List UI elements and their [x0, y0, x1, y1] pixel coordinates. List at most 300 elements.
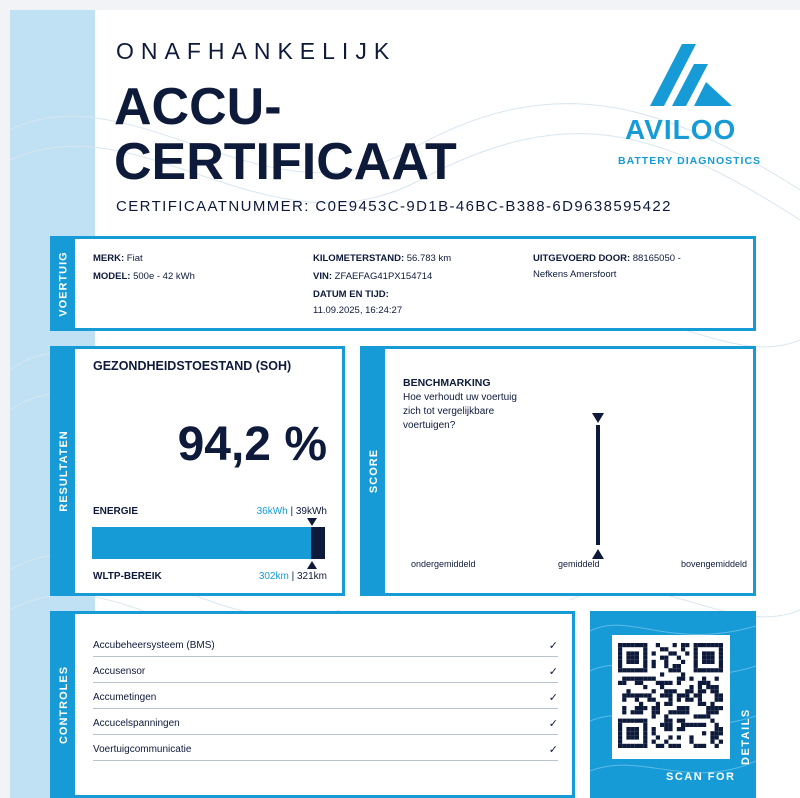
- qr-module: [631, 744, 635, 748]
- qr-module: [694, 664, 698, 668]
- qr-module: [652, 731, 656, 735]
- qr-module: [631, 719, 635, 723]
- qr-module: [639, 719, 643, 723]
- qr-module: [635, 660, 639, 664]
- qr-module: [681, 677, 685, 681]
- qr-module: [694, 744, 698, 748]
- range-nominal: 321km: [296, 571, 327, 582]
- qr-module: [643, 660, 647, 664]
- qr-module: [715, 731, 719, 735]
- qr-module: [656, 710, 660, 714]
- qr-module: [685, 689, 689, 693]
- qr-module: [639, 668, 643, 672]
- qr-module: [702, 656, 706, 660]
- qr-module: [710, 735, 714, 739]
- qr-module: [668, 727, 672, 731]
- qr-module: [660, 681, 664, 685]
- vehicle-section: [50, 236, 756, 331]
- control-item: [93, 683, 558, 709]
- qr-module: [643, 647, 647, 651]
- energy-separator: |: [287, 506, 296, 517]
- score-section-label: SCORE: [363, 349, 385, 593]
- qr-module: [694, 651, 698, 655]
- qr-module: [719, 651, 723, 655]
- qr-module: [677, 681, 681, 685]
- qr-module: [643, 643, 647, 647]
- qr-module: [635, 719, 639, 723]
- qr-module: [622, 706, 626, 710]
- range-label: WLTP-BEREIK: [93, 571, 162, 582]
- qr-module: [715, 693, 719, 697]
- qr-module: [681, 710, 685, 714]
- qr-module: [656, 706, 660, 710]
- qr-module: [656, 702, 660, 706]
- qr-module: [626, 719, 630, 723]
- qr-module: [622, 677, 626, 681]
- certificate-page: [10, 10, 800, 798]
- qr-module: [677, 677, 681, 681]
- soh-value: 94,2 %: [177, 418, 327, 471]
- qr-module: [631, 660, 635, 664]
- qr-module: [698, 689, 702, 693]
- qr-module: [639, 681, 643, 685]
- scan-label: SCAN FOR: [666, 771, 736, 783]
- qr-module: [673, 710, 677, 714]
- qr-module: [681, 719, 685, 723]
- qr-module: [677, 706, 681, 710]
- qr-module: [698, 714, 702, 718]
- qr-module: [660, 672, 664, 676]
- qr-module: [715, 706, 719, 710]
- performed-by-field: [533, 251, 681, 283]
- qr-module: [715, 735, 719, 739]
- qr-module: [681, 723, 685, 727]
- qr-module: [618, 744, 622, 748]
- qr-module: [715, 677, 719, 681]
- qr-module: [635, 643, 639, 647]
- qr-module: [677, 656, 681, 660]
- qr-module: [702, 668, 706, 672]
- control-item: [93, 631, 558, 657]
- qr-module: [694, 656, 698, 660]
- qr-module: [698, 723, 702, 727]
- check-icon: ✓: [548, 744, 558, 756]
- energy-values: [257, 506, 327, 517]
- qr-module: [677, 698, 681, 702]
- page-title: [114, 80, 457, 190]
- qr-module: [685, 723, 689, 727]
- qr-module: [694, 714, 698, 718]
- qr-module: [626, 689, 630, 693]
- energy-measured: 36kWh: [256, 506, 288, 517]
- qr-module: [685, 643, 689, 647]
- qr-module: [631, 651, 635, 655]
- qr-module: [618, 719, 622, 723]
- qr-module: [618, 681, 622, 685]
- aviloo-mountain-logo-icon: [610, 34, 770, 114]
- brand-label: MERK:: [93, 253, 125, 264]
- qr-module: [631, 735, 635, 739]
- qr-module: [706, 710, 710, 714]
- energy-nominal: 39kWh: [295, 506, 327, 517]
- qr-module: [677, 710, 681, 714]
- qr-module: [635, 668, 639, 672]
- qr-module: [698, 643, 702, 647]
- qr-module: [652, 727, 656, 731]
- soh-label: GEZONDHEIDSTOESTAND (SOH): [93, 359, 292, 373]
- qr-module: [631, 693, 635, 697]
- qr-module: [631, 656, 635, 660]
- score-section: [360, 346, 756, 596]
- qr-module: [660, 693, 664, 697]
- qr-module: [643, 735, 647, 739]
- qr-module: [673, 651, 677, 655]
- qr-module: [622, 693, 626, 697]
- qr-module: [660, 685, 664, 689]
- qr-module: [622, 643, 626, 647]
- qr-module: [626, 668, 630, 672]
- qr-module: [673, 689, 677, 693]
- qr-module: [643, 744, 647, 748]
- qr-module: [668, 702, 672, 706]
- qr-module: [635, 735, 639, 739]
- qr-module: [702, 689, 706, 693]
- control-item-label: Accucelspanningen: [93, 718, 180, 729]
- qr-module: [664, 723, 668, 727]
- qr-module: [643, 677, 647, 681]
- qr-module: [715, 685, 719, 689]
- qr-module: [660, 744, 664, 748]
- qr-module: [639, 710, 643, 714]
- controls-section-label: CONTROLES: [53, 614, 75, 795]
- qr-module: [635, 681, 639, 685]
- marker-bottom-icon: [592, 549, 604, 559]
- control-item: [93, 735, 558, 761]
- qr-module: [710, 660, 714, 664]
- qr-code[interactable]: [612, 635, 730, 759]
- qr-module: [677, 668, 681, 672]
- qr-module: [635, 651, 639, 655]
- benchmark-question: Hoe verhoudt uw voertuig zich tot vergelijkbare voertuigen?: [403, 392, 517, 431]
- qr-module: [639, 643, 643, 647]
- qr-module: [622, 719, 626, 723]
- qr-module: [710, 740, 714, 744]
- qr-module: [698, 744, 702, 748]
- qr-module: [710, 710, 714, 714]
- qr-module: [664, 740, 668, 744]
- qr-module: [706, 651, 710, 655]
- qr-module: [715, 744, 719, 748]
- qr-module: [677, 719, 681, 723]
- qr-module: [639, 744, 643, 748]
- qr-module: [656, 744, 660, 748]
- qr-module: [664, 727, 668, 731]
- qr-module: [698, 693, 702, 697]
- qr-module: [643, 668, 647, 672]
- qr-module: [635, 744, 639, 748]
- qr-module: [681, 706, 685, 710]
- control-item-label: Accumetingen: [93, 692, 157, 703]
- qr-module: [618, 727, 622, 731]
- check-icon: ✓: [548, 666, 558, 678]
- qr-module: [719, 643, 723, 647]
- qr-module: [626, 651, 630, 655]
- qr-module: [618, 656, 622, 660]
- qr-module: [643, 693, 647, 697]
- qr-module: [664, 693, 668, 697]
- qr-module: [643, 731, 647, 735]
- qr-module: [677, 744, 681, 748]
- qr-module: [719, 693, 723, 697]
- control-item-label: Accusensor: [93, 666, 146, 677]
- qr-module: [639, 702, 643, 706]
- control-item: [93, 657, 558, 683]
- qr-module: [631, 731, 635, 735]
- vin-label: VIN:: [313, 271, 332, 282]
- qr-module: [677, 727, 681, 731]
- qr-module: [702, 702, 706, 706]
- qr-module: [710, 651, 714, 655]
- qr-module: [652, 660, 656, 664]
- label-below-average: ondergemiddeld: [411, 559, 476, 569]
- qr-module: [706, 643, 710, 647]
- qr-module: [664, 702, 668, 706]
- qr-module: [677, 664, 681, 668]
- qr-module: [673, 744, 677, 748]
- qr-module: [685, 710, 689, 714]
- label-average: gemiddeld: [558, 559, 600, 569]
- qr-module: [622, 668, 626, 672]
- qr-module: [668, 651, 672, 655]
- qr-module: [710, 668, 714, 672]
- qr-module: [719, 698, 723, 702]
- qr-module: [694, 643, 698, 647]
- qr-module: [664, 647, 668, 651]
- capacity-marker-top: [307, 518, 317, 526]
- capacity-bar-loss: [311, 527, 325, 559]
- qr-module: [631, 710, 635, 714]
- qr-module: [635, 656, 639, 660]
- qr-module: [668, 689, 672, 693]
- qr-module: [635, 677, 639, 681]
- control-item: [93, 709, 558, 735]
- qr-module: [652, 714, 656, 718]
- qr-panel[interactable]: [590, 611, 756, 798]
- aviloo-logo: [610, 34, 770, 179]
- qr-module: [664, 681, 668, 685]
- qr-module: [681, 693, 685, 697]
- qr-module: [689, 723, 693, 727]
- qr-module: [664, 689, 668, 693]
- qr-module: [673, 643, 677, 647]
- qr-module: [618, 735, 622, 739]
- qr-module: [702, 723, 706, 727]
- qr-module: [618, 740, 622, 744]
- qr-module: [652, 706, 656, 710]
- qr-module: [668, 744, 672, 748]
- qr-module: [631, 643, 635, 647]
- qr-module: [710, 656, 714, 660]
- qr-module: [698, 685, 702, 689]
- qr-module: [622, 744, 626, 748]
- qr-module: [715, 723, 719, 727]
- control-item-label: Voertuigcommunicatie: [93, 744, 192, 755]
- brand-value: Fiat: [126, 253, 143, 264]
- qr-module: [685, 698, 689, 702]
- mileage-value: 56.783 km: [406, 253, 452, 264]
- marker-top-icon: [592, 413, 604, 423]
- qr-module: [643, 740, 647, 744]
- qr-module: [689, 685, 693, 689]
- qr-module: [626, 731, 630, 735]
- qr-module: [694, 723, 698, 727]
- qr-module: [710, 719, 714, 723]
- qr-module: [702, 643, 706, 647]
- logo-subtitle: BATTERY DIAGNOSTICS: [618, 155, 762, 167]
- qr-module: [647, 693, 651, 697]
- qr-module: [698, 681, 702, 685]
- qr-module: [656, 643, 660, 647]
- qr-module: [652, 677, 656, 681]
- range-values: [259, 571, 327, 582]
- qr-module: [694, 660, 698, 664]
- qr-module: [715, 689, 719, 693]
- qr-module: [702, 714, 706, 718]
- qr-module: [710, 689, 714, 693]
- qr-module: [618, 731, 622, 735]
- qr-module: [702, 660, 706, 664]
- control-item-label: Accubeheersysteem (BMS): [93, 640, 215, 651]
- model-label: MODEL:: [93, 271, 131, 282]
- datetime-label: DATUM EN TIJD:: [313, 289, 389, 300]
- model-value: 500e - 42 kWh: [133, 271, 195, 282]
- qr-module: [702, 681, 706, 685]
- range-measured: 302km: [258, 571, 289, 582]
- qr-module: [618, 723, 622, 727]
- qr-module: [673, 668, 677, 672]
- qr-module: [715, 668, 719, 672]
- qr-module: [719, 660, 723, 664]
- qr-module: [698, 702, 702, 706]
- qr-module: [719, 727, 723, 731]
- qr-module: [719, 731, 723, 735]
- qr-module: [698, 668, 702, 672]
- qr-module: [652, 740, 656, 744]
- datetime-value: 11.09.2025, 16:24:27: [313, 305, 403, 316]
- capacity-bar: [92, 527, 325, 559]
- qr-module: [710, 731, 714, 735]
- qr-module: [702, 677, 706, 681]
- qr-module: [689, 735, 693, 739]
- qr-module: [643, 664, 647, 668]
- qr-module: [685, 706, 689, 710]
- qr-module: [664, 719, 668, 723]
- vin-field: [313, 269, 432, 285]
- header-kicker: ONAFHANKELIJK: [116, 38, 397, 64]
- qr-module: [719, 647, 723, 651]
- brand-field: [93, 251, 143, 267]
- qr-module: [631, 727, 635, 731]
- qr-module: [681, 660, 685, 664]
- controls-section: [50, 611, 575, 798]
- capacity-marker-bottom: [307, 561, 317, 569]
- qr-module: [652, 698, 656, 702]
- vehicle-section-label: VOERTUIG: [53, 239, 75, 328]
- qr-module: [681, 647, 685, 651]
- qr-module: [706, 668, 710, 672]
- qr-module: [635, 693, 639, 697]
- qr-module: [710, 702, 714, 706]
- qr-module: [635, 706, 639, 710]
- qr-module: [626, 656, 630, 660]
- qr-module: [681, 727, 685, 731]
- qr-module: [702, 731, 706, 735]
- qr-module: [664, 714, 668, 718]
- qr-module: [668, 693, 672, 697]
- qr-module: [635, 727, 639, 731]
- qr-module: [660, 656, 664, 660]
- qr-module: [660, 723, 664, 727]
- qr-module: [631, 668, 635, 672]
- qr-module: [664, 664, 668, 668]
- qr-module: [694, 647, 698, 651]
- performed-value-line-2: Nefkens Amersfoort: [533, 269, 617, 280]
- qr-module: [652, 689, 656, 693]
- qr-module: [681, 672, 685, 676]
- qr-module: [689, 740, 693, 744]
- qr-module: [694, 668, 698, 672]
- qr-module: [719, 656, 723, 660]
- qr-module: [618, 660, 622, 664]
- results-section-label: RESULTATEN: [53, 349, 75, 593]
- qr-module: [622, 698, 626, 702]
- energy-label: ENERGIE: [93, 506, 139, 517]
- qr-module: [668, 735, 672, 739]
- qr-module: [668, 710, 672, 714]
- qr-module: [631, 677, 635, 681]
- qr-module: [668, 698, 672, 702]
- mileage-label: KILOMETERSTAND:: [313, 253, 405, 264]
- qr-module: [618, 647, 622, 651]
- qr-module: [719, 740, 723, 744]
- title-line-2: CERTIFICAAT: [114, 133, 457, 191]
- check-icon: ✓: [548, 640, 558, 652]
- qr-module: [677, 735, 681, 739]
- qr-module: [706, 685, 710, 689]
- qr-module: [668, 723, 672, 727]
- qr-module: [643, 651, 647, 655]
- check-icon: ✓: [548, 692, 558, 704]
- qr-module: [694, 693, 698, 697]
- qr-module: [643, 723, 647, 727]
- label-above-average: bovengemiddeld: [680, 559, 747, 569]
- qr-module: [652, 710, 656, 714]
- check-icon: ✓: [548, 718, 558, 730]
- qr-module: [626, 660, 630, 664]
- qr-module: [702, 651, 706, 655]
- qr-module: [652, 651, 656, 655]
- qr-module: [715, 643, 719, 647]
- qr-module: [685, 693, 689, 697]
- qr-module: [626, 693, 630, 697]
- model-field: [93, 269, 195, 285]
- qr-module: [622, 710, 626, 714]
- qr-module: [647, 677, 651, 681]
- qr-module: [626, 735, 630, 739]
- details-label: DETAILS: [740, 708, 752, 765]
- qr-module: [635, 710, 639, 714]
- qr-module: [668, 668, 672, 672]
